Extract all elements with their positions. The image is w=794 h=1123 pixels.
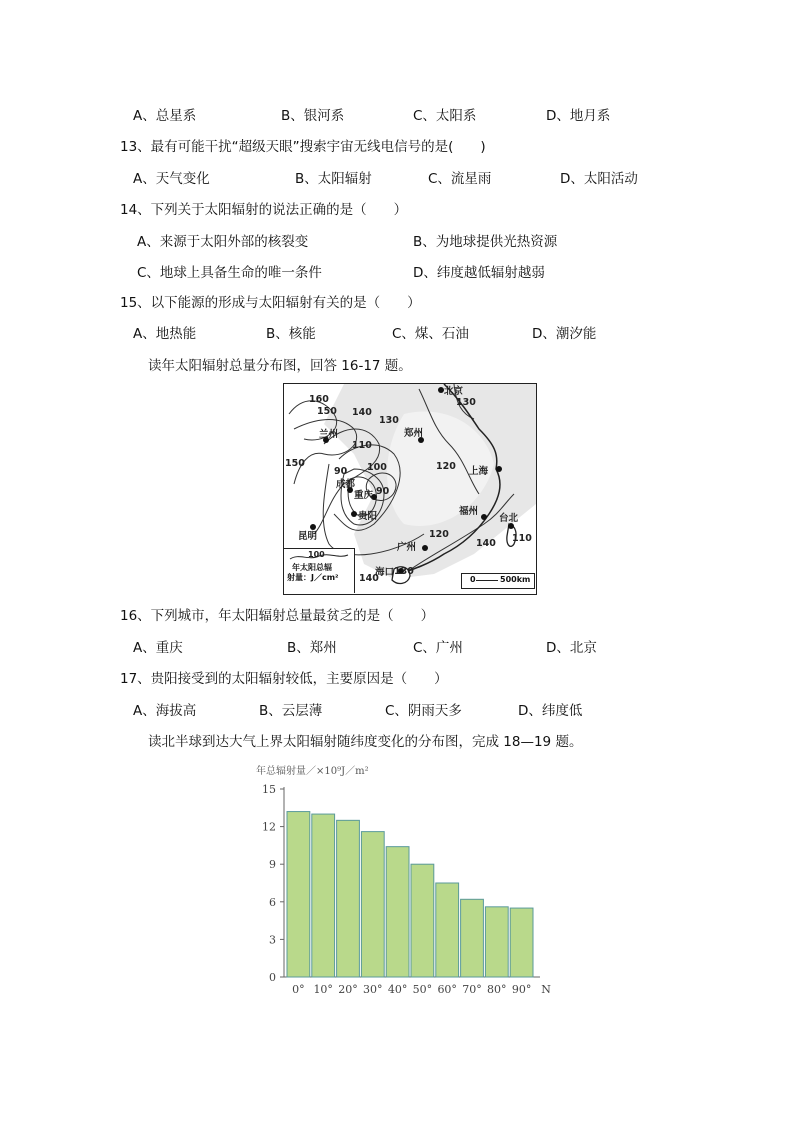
bar xyxy=(337,820,360,977)
isoline-label: 150 xyxy=(317,406,337,417)
intro-16-17: 读年太阳辐射总量分布图，回答 16-17 题。 xyxy=(148,358,412,374)
q12-option-b: B、银河系 xyxy=(281,108,345,124)
city-dot-guangzhou xyxy=(422,545,428,551)
city-dot-fuzhou xyxy=(481,514,487,520)
isoline-label: 130 xyxy=(394,566,414,577)
q17-option-b: B、云层薄 xyxy=(259,703,323,719)
q16-option-c: C、广州 xyxy=(413,640,463,656)
q15-option-c: C、煤、石油 xyxy=(392,326,469,342)
isoline-label: 110 xyxy=(352,440,372,451)
y-tick-label: 12 xyxy=(262,820,276,834)
isoline-label: 160 xyxy=(309,394,329,405)
solar-radiation-map xyxy=(283,383,537,595)
q12-option-d: D、地月系 xyxy=(546,108,611,124)
q12-option-c: C、太阳系 xyxy=(413,108,477,124)
q17-stem: 17、贵阳接受到的太阳辐射较低，主要原因是（ ） xyxy=(120,671,448,687)
q14-option-d: D、纬度越低辐射越弱 xyxy=(413,265,545,281)
q13-option-d: D、太阳活动 xyxy=(560,171,638,187)
city-label: 台北 xyxy=(499,513,519,524)
city-label: 北京 xyxy=(444,386,464,397)
y-tick-label: 9 xyxy=(269,858,276,872)
city-label: 昆明 xyxy=(298,531,318,542)
isoline-label: 130 xyxy=(456,397,476,408)
x-tick-label: 70° xyxy=(462,983,482,996)
bar xyxy=(461,899,484,977)
bar xyxy=(386,847,409,977)
q13-stem: 13、最有可能干扰“超级天眼”搜索宇宙无线电信号的是( ) xyxy=(120,139,486,155)
isoline-label: 120 xyxy=(436,461,456,472)
scale-label: 500km xyxy=(500,575,531,584)
y-tick-label: 3 xyxy=(269,933,276,947)
legend-text-2: 射量：J／cm² xyxy=(287,573,339,582)
y-tick-label: 0 xyxy=(269,971,276,984)
isoline-label: 110 xyxy=(512,533,532,544)
bar xyxy=(510,908,533,977)
legend-text-1: 年太阳总辐 xyxy=(292,563,332,572)
isoline-label: 140 xyxy=(476,538,496,549)
q15-option-d: D、潮汐能 xyxy=(532,326,597,342)
bar xyxy=(411,864,434,977)
city-label: 福州 xyxy=(459,506,479,517)
q16-option-a: A、重庆 xyxy=(133,640,183,656)
scale-bar xyxy=(476,580,498,581)
city-dot-kunming xyxy=(310,524,316,530)
q13-option-c: C、流星雨 xyxy=(428,171,492,187)
city-label: 郑州 xyxy=(404,428,424,439)
q14-stem: 14、下列关于太阳辐射的说法正确的是（ ） xyxy=(120,202,408,218)
x-tick-label: 90° xyxy=(511,983,532,996)
bar xyxy=(361,832,384,977)
city-dot-shanghai xyxy=(496,466,502,472)
bar xyxy=(485,907,508,977)
city-label: 重庆 xyxy=(354,490,374,501)
bar xyxy=(436,883,459,977)
x-tick-label: 0° xyxy=(292,983,305,996)
isoline-label: 100 xyxy=(367,462,387,473)
q16-option-d: D、北京 xyxy=(546,640,597,656)
x-tick-label: 20° xyxy=(338,983,358,996)
isoline-label: 90 xyxy=(376,486,390,497)
isoline-label: 120 xyxy=(429,529,449,540)
isoline-label: 90 xyxy=(334,466,348,477)
map-legend xyxy=(284,548,355,593)
city-dot-guiyang xyxy=(351,511,357,517)
q15-stem: 15、以下能源的形成与太阳辐射有关的是（ ） xyxy=(120,295,421,311)
isoline-label: 140 xyxy=(359,573,379,584)
q17-option-c: C、阴雨天多 xyxy=(385,703,462,719)
q16-stem: 16、下列城市，年太阳辐射总量最贫乏的是（ ） xyxy=(120,608,435,624)
city-label: 广州 xyxy=(397,542,417,553)
q17-option-d: D、纬度低 xyxy=(518,703,583,719)
y-tick-label: 15 xyxy=(262,783,276,796)
isoline-label: 150 xyxy=(285,458,305,469)
y-tick-label: 6 xyxy=(269,895,276,909)
q13-option-a: A、天气变化 xyxy=(133,171,210,187)
city-label: 海口 xyxy=(375,567,395,578)
x-tick-label: 10° xyxy=(313,983,333,996)
scale-zero: 0 xyxy=(470,575,476,584)
x-tick-label: 60° xyxy=(437,983,457,996)
bar xyxy=(287,812,310,977)
map-scale xyxy=(461,573,535,589)
y-axis-label: 年总辐射量／×10⁹J／m² xyxy=(256,766,369,777)
city-label: 成都 xyxy=(336,479,356,490)
city-label: 上海 xyxy=(469,466,489,477)
radiation-latitude-chart xyxy=(250,760,560,1000)
q17-option-a: A、海拔高 xyxy=(133,703,197,719)
bar-chart-svg xyxy=(250,760,560,1000)
q14-option-b: B、为地球提供光热资源 xyxy=(413,234,558,250)
x-tick-label: 80° xyxy=(487,983,507,996)
q16-option-b: B、郑州 xyxy=(287,640,337,656)
city-label: 贵阳 xyxy=(358,511,378,522)
city-label: 兰州 xyxy=(319,429,339,440)
q13-option-b: B、太阳辐射 xyxy=(295,171,372,187)
q14-option-a: A、来源于太阳外部的核裂变 xyxy=(137,234,309,250)
intro-18-19: 读北半球到达大气上界太阳辐射随纬度变化的分布图，完成 18—19 题。 xyxy=(148,734,583,750)
x-tick-label: 50° xyxy=(412,983,433,996)
isoline-label: 130 xyxy=(379,415,399,426)
q15-option-b: B、核能 xyxy=(266,326,316,342)
q15-option-a: A、地热能 xyxy=(133,326,197,342)
x-tick-label: 40° xyxy=(387,983,408,996)
q14-option-c: C、地球上具备生命的唯一条件 xyxy=(137,265,322,281)
q12-option-a: A、总星系 xyxy=(133,108,197,124)
x-axis-end-label: N xyxy=(541,983,551,996)
bar xyxy=(312,814,335,977)
x-tick-label: 30° xyxy=(363,983,383,996)
isoline-label: 140 xyxy=(352,407,372,418)
legend-value: 100 xyxy=(308,550,325,559)
